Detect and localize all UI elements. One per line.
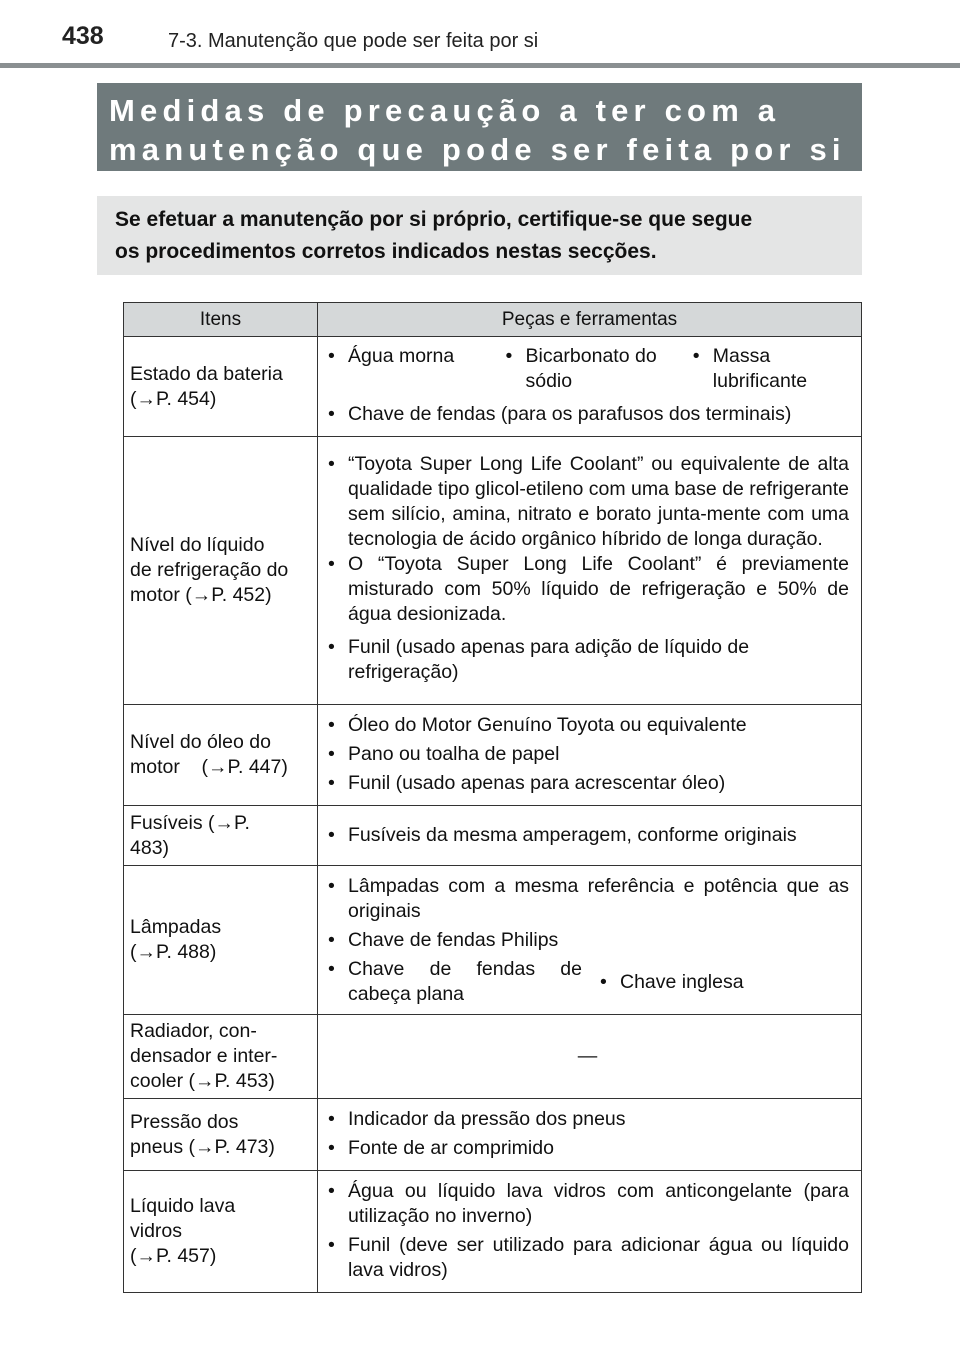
table-row (124, 1099, 862, 1171)
item-line: Líquido lava (130, 1195, 236, 1217)
item-line: Fusíveis (→P. (130, 811, 250, 834)
intro-line: os procedimentos corretos indicados nestas secções. (115, 240, 657, 263)
bullet-item: • Chave de fendas (para os parafusos dos terminais) (326, 402, 849, 427)
bullet-item: • “Toyota Super Long Life Coolant” ou equivalente de alta qualidade tipo glicol-etileno com uma base de refrigerante sem silício, amina, nitrato e borato junta-mente com uma tecnologia de ácido orgânico híbrido de longa duração. (326, 452, 849, 552)
bullet-item: • Fonte de ar comprimido (326, 1136, 849, 1161)
item-line: (→P. 457) (130, 1245, 217, 1267)
item-cell (124, 705, 318, 806)
title-banner (97, 83, 862, 171)
item-cell (124, 866, 318, 1015)
intro-box (97, 196, 862, 275)
bullet-item: • Pano ou toalha de papel (326, 742, 849, 767)
item-line: Radiador, con- (130, 1020, 257, 1042)
item-cell (124, 806, 318, 866)
bullet-item: • O “Toyota Super Long Life Coolant” é previamente misturado com 50% líquido de refrigeração e 50% de água desionizada. (326, 552, 849, 627)
parts-cell (318, 1015, 862, 1099)
item-cell (124, 1171, 318, 1293)
parts-cell (318, 337, 862, 437)
page-number: 438 (62, 22, 104, 50)
item-cell (124, 1015, 318, 1099)
item-line: (→P. 488) (130, 941, 217, 963)
header-divider (0, 63, 960, 68)
table-header-row (124, 303, 862, 337)
bullet-row (326, 344, 849, 394)
column-header-items: Itens (124, 303, 318, 337)
parts-cell (318, 1171, 862, 1293)
item-cell (124, 337, 318, 437)
parts-cell (318, 437, 862, 705)
bullet-item: • Funil (usado apenas para acrescentar óleo) (326, 771, 849, 796)
item-line: 483) (130, 836, 170, 859)
bullet-item: • Massa lubrificante (691, 344, 849, 394)
item-line: motor (→P. 452) (130, 584, 272, 606)
empty-dash: — (577, 1045, 598, 1067)
item-line: Lâmpadas (130, 916, 222, 938)
bullet-item: • Óleo do Motor Genuíno Toyota ou equivalente (326, 713, 849, 738)
parts-cell (318, 806, 862, 866)
table-row (124, 1015, 862, 1099)
intro-line: Se efetuar a manutenção por si próprio, certifique-se que segue (115, 208, 753, 231)
item-line: motor (→P. 447) (130, 756, 288, 778)
bullet-item: • Lâmpadas com a mesma referência e potência que as originais (326, 874, 849, 924)
item-line: cooler (→P. 453) (130, 1070, 275, 1092)
parts-cell (318, 866, 862, 1015)
item-cell (124, 437, 318, 705)
bullet-row (326, 957, 849, 1007)
bullet-item: • Água morna (326, 344, 491, 369)
item-line: Estado da bateria (130, 362, 283, 385)
section-heading: 7-3. Manutenção que pode ser feita por si (168, 30, 539, 52)
item-line: de refrigeração do (130, 559, 289, 581)
title-line: manutenção que pode ser feita por si (109, 132, 846, 167)
bullet-item: • Chave de fendas Philips (326, 928, 849, 953)
table-row (124, 806, 862, 866)
parts-cell (318, 705, 862, 806)
bullet-item: • Água ou líquido lava vidros com anticongelante (para utilização no inverno) (326, 1179, 849, 1229)
table-row (124, 1171, 862, 1293)
bullet-item: • Chave de fendas de cabeça plana (326, 957, 582, 1007)
item-line: Nível do óleo do (130, 731, 271, 753)
table-row (124, 705, 862, 806)
bullet-item: • Chave inglesa (598, 970, 744, 995)
item-line: vidros (130, 1220, 183, 1242)
item-cell (124, 1099, 318, 1171)
item-line: (→P. 454) (130, 387, 217, 410)
parts-cell (318, 1099, 862, 1171)
bullet-item: • Indicador da pressão dos pneus (326, 1107, 849, 1132)
table-row (124, 437, 862, 705)
bullet-item: • Funil (deve ser utilizado para adicionar água ou líquido lava vidros) (326, 1233, 849, 1283)
title-line: Medidas de precaução a ter com a (109, 93, 781, 128)
table-row (124, 866, 862, 1015)
item-line: pneus (→P. 473) (130, 1135, 275, 1158)
bullet-item: • Fusíveis da mesma amperagem, conforme originais (326, 823, 849, 848)
bullet-item: • Bicarbonato do sódio (503, 344, 670, 394)
item-line: Nível do líquido (130, 534, 265, 556)
table-row (124, 337, 862, 437)
item-line: Pressão dos (130, 1110, 239, 1133)
bullet-item: • Funil (usado apenas para adição de líquido de refrigeração) (326, 635, 849, 685)
item-line: densador e inter- (130, 1045, 278, 1067)
column-header-parts: Peças e ferramentas (318, 303, 862, 337)
maintenance-table (123, 302, 862, 1293)
